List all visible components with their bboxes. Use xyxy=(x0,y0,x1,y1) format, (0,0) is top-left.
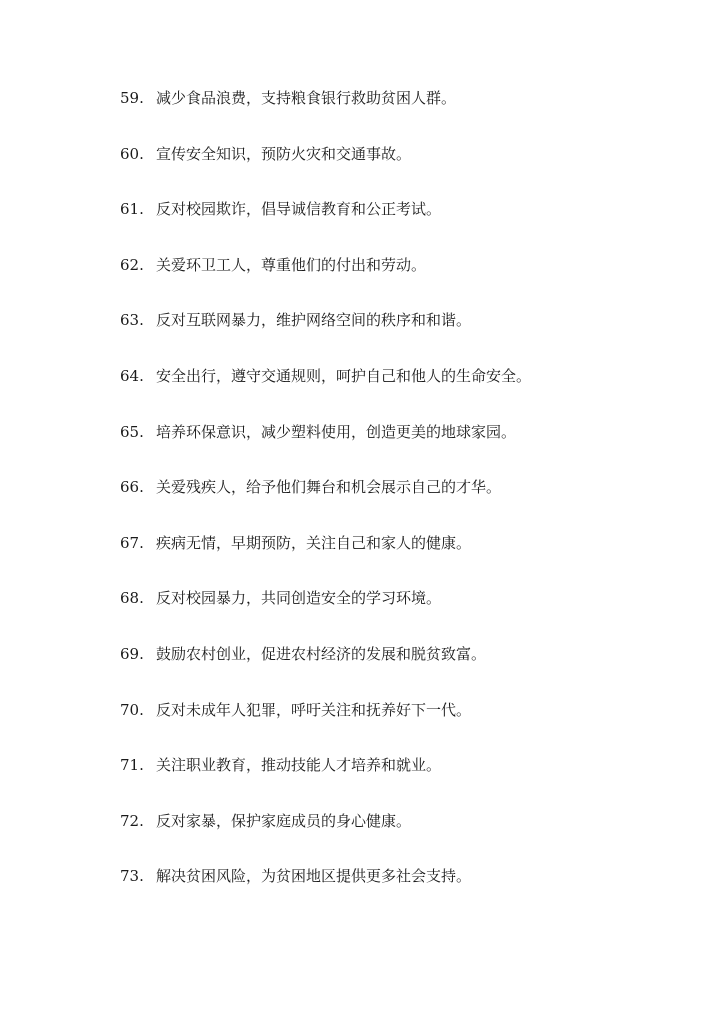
item-text: 安全出行，遵守交通规则，呵护自己和他人的生命安全。 xyxy=(156,366,532,385)
list-item xyxy=(120,140,531,196)
item-number: 60. xyxy=(120,144,144,163)
item-number: 66. xyxy=(120,478,144,497)
slogan-list xyxy=(120,84,531,918)
list-item xyxy=(120,84,531,140)
item-number: 59. xyxy=(120,89,144,107)
item-text: 反对家暴，保护家庭成员的身心健康。 xyxy=(156,811,412,830)
item-text: 反对未成年人犯罪，呼吁关注和抚养好下一代。 xyxy=(156,700,472,719)
list-item xyxy=(120,807,531,863)
item-text: 鼓励农村创业，促进农村经济的发展和脱贫致富。 xyxy=(156,644,487,663)
item-text: 疾病无情，早期预防，关注自己和家人的健康。 xyxy=(156,533,472,552)
list-item xyxy=(120,529,531,585)
list-item xyxy=(120,306,531,362)
list-item xyxy=(120,862,531,918)
item-number: 65. xyxy=(120,422,144,441)
list-item xyxy=(120,418,531,474)
item-number: 73. xyxy=(120,867,144,886)
item-number: 68. xyxy=(120,589,144,608)
item-text: 关注职业教育，推动技能人才培养和就业。 xyxy=(156,756,442,775)
item-text: 解决贫困风险，为贫困地区提供更多社会支持。 xyxy=(156,867,472,886)
item-text: 关爱环卫工人，尊重他们的付出和劳动。 xyxy=(156,255,427,274)
list-item xyxy=(120,473,531,529)
item-number: 64. xyxy=(120,366,144,385)
list-item xyxy=(120,362,531,418)
item-text: 反对校园暴力，共同创造安全的学习环境。 xyxy=(156,589,442,608)
list-item xyxy=(120,640,531,696)
item-number: 62. xyxy=(120,255,144,274)
item-text: 减少食品浪费，支持粮食银行救助贫困人群。 xyxy=(156,89,457,107)
item-text: 宣传安全知识，预防火灾和交通事故。 xyxy=(156,144,412,163)
item-text: 反对互联网暴力，维护网络空间的秩序和和谐。 xyxy=(156,311,472,330)
item-number: 70. xyxy=(120,700,144,719)
list-item xyxy=(120,195,531,251)
item-text: 反对校园欺诈，倡导诚信教育和公正考试。 xyxy=(156,200,442,219)
item-number: 71. xyxy=(120,756,144,775)
list-item xyxy=(120,751,531,807)
item-text: 培养环保意识，减少塑料使用，创造更美的地球家园。 xyxy=(156,422,517,441)
item-number: 67. xyxy=(120,533,144,552)
list-item xyxy=(120,251,531,307)
item-text: 关爱残疾人，给予他们舞台和机会展示自己的才华。 xyxy=(156,478,502,497)
list-item xyxy=(120,696,531,752)
list-item xyxy=(120,584,531,640)
item-number: 63. xyxy=(120,311,144,330)
item-number: 72. xyxy=(120,811,144,830)
item-number: 69. xyxy=(120,644,144,663)
item-number: 61. xyxy=(120,200,144,219)
